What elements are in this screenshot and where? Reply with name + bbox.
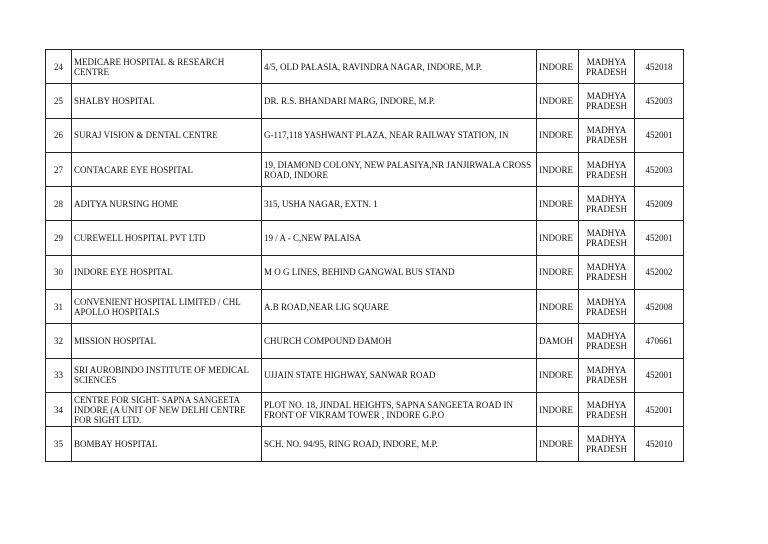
table-row — [46, 255, 684, 289]
state: MADHYA PRADESH — [579, 290, 635, 324]
state: MADHYA PRADESH — [579, 221, 635, 255]
state: MADHYA PRADESH — [579, 50, 635, 84]
city: INDORE — [537, 358, 579, 392]
hospital-name: ADITYA NURSING HOME — [72, 187, 262, 221]
table-row — [46, 50, 684, 84]
hospital-name: CONTACARE EYE HOSPITAL — [72, 152, 262, 186]
serial-number: 27 — [46, 152, 72, 186]
address: 4/5, OLD PALASIA, RAVINDRA NAGAR, INDORE, M.P. — [262, 50, 537, 84]
city: INDORE — [537, 84, 579, 118]
table-row — [46, 427, 684, 461]
address: M O G LINES, BEHIND GANGWAL BUS STAND — [262, 255, 537, 289]
serial-number: 31 — [46, 290, 72, 324]
table-row — [46, 118, 684, 152]
serial-number: 33 — [46, 358, 72, 392]
state: MADHYA PRADESH — [579, 324, 635, 358]
hospital-name: CONVENIENT HOSPITAL LIMITED / CHL APOLLO HOSPITALS — [72, 290, 262, 324]
table-row — [46, 358, 684, 392]
state: MADHYA PRADESH — [579, 187, 635, 221]
table-row — [46, 152, 684, 186]
hospital-name: INDORE EYE HOSPITAL — [72, 255, 262, 289]
table-row — [46, 221, 684, 255]
pincode: 452001 — [635, 118, 684, 152]
serial-number: 26 — [46, 118, 72, 152]
state: MADHYA PRADESH — [579, 84, 635, 118]
city: INDORE — [537, 221, 579, 255]
hospital-name: MEDICARE HOSPITAL & RESEARCH CENTRE — [72, 50, 262, 84]
city: INDORE — [537, 290, 579, 324]
hospital-name: CENTRE FOR SIGHT- SAPNA SANGEETA INDORE (A UNIT OF NEW DELHI CENTRE FOR SIGHT LTD. — [72, 392, 262, 426]
hospital-name: SURAJ VISION & DENTAL CENTRE — [72, 118, 262, 152]
serial-number: 32 — [46, 324, 72, 358]
serial-number: 29 — [46, 221, 72, 255]
pincode: 452001 — [635, 221, 684, 255]
state: MADHYA PRADESH — [579, 392, 635, 426]
serial-number: 24 — [46, 50, 72, 84]
city: INDORE — [537, 392, 579, 426]
hospital-name: SHALBY HOSPITAL — [72, 84, 262, 118]
table-row — [46, 84, 684, 118]
serial-number: 35 — [46, 427, 72, 461]
table-row — [46, 187, 684, 221]
city: DAMOH — [537, 324, 579, 358]
pincode: 452008 — [635, 290, 684, 324]
state: MADHYA PRADESH — [579, 358, 635, 392]
city: INDORE — [537, 118, 579, 152]
pincode: 452001 — [635, 392, 684, 426]
pincode: 452010 — [635, 427, 684, 461]
pincode: 470661 — [635, 324, 684, 358]
address: CHURCH COMPOUND DAMOH — [262, 324, 537, 358]
address: DR. R.S. BHANDARI MARG, INDORE, M.P. — [262, 84, 537, 118]
serial-number: 30 — [46, 255, 72, 289]
pincode: 452002 — [635, 255, 684, 289]
address: G-117,118 YASHWANT PLAZA, NEAR RAILWAY STATION, IN — [262, 118, 537, 152]
address: UJJAIN STATE HIGHWAY, SANWAR ROAD — [262, 358, 537, 392]
pincode: 452003 — [635, 152, 684, 186]
table-body — [46, 50, 684, 462]
table-row — [46, 324, 684, 358]
hospital-name: MISSION HOSPITAL — [72, 324, 262, 358]
address: PLOT NO. 18, JINDAL HEIGHTS, SAPNA SANGEETA ROAD IN FRONT OF VIKRAM TOWER , INDORE G.P.O — [262, 392, 537, 426]
address: SCH. NO. 94/95, RING ROAD, INDORE, M.P. — [262, 427, 537, 461]
address: 19 / A - C,NEW PALAISA — [262, 221, 537, 255]
hospital-name: SRI AUROBINDO INSTITUTE OF MEDICAL SCIENCES — [72, 358, 262, 392]
hospital-name: CUREWELL HOSPITAL PVT LTD — [72, 221, 262, 255]
serial-number: 34 — [46, 392, 72, 426]
city: INDORE — [537, 427, 579, 461]
city: INDORE — [537, 187, 579, 221]
state: MADHYA PRADESH — [579, 427, 635, 461]
pincode: 452001 — [635, 358, 684, 392]
serial-number: 28 — [46, 187, 72, 221]
city: INDORE — [537, 50, 579, 84]
state: MADHYA PRADESH — [579, 118, 635, 152]
address: 315, USHA NAGAR, EXTN. 1 — [262, 187, 537, 221]
hospital-name: BOMBAY HOSPITAL — [72, 427, 262, 461]
hospital-list-table — [45, 49, 684, 462]
pincode: 452003 — [635, 84, 684, 118]
table-row — [46, 392, 684, 426]
city: INDORE — [537, 255, 579, 289]
table-row — [46, 290, 684, 324]
pincode: 452009 — [635, 187, 684, 221]
address: A.B ROAD,NEAR LIG SQUARE — [262, 290, 537, 324]
address: 19, DIAMOND COLONY, NEW PALASIYA,NR JANJIRWALA CROSS ROAD, INDORE — [262, 152, 537, 186]
serial-number: 25 — [46, 84, 72, 118]
pincode: 452018 — [635, 50, 684, 84]
state: MADHYA PRADESH — [579, 255, 635, 289]
city: INDORE — [537, 152, 579, 186]
state: MADHYA PRADESH — [579, 152, 635, 186]
